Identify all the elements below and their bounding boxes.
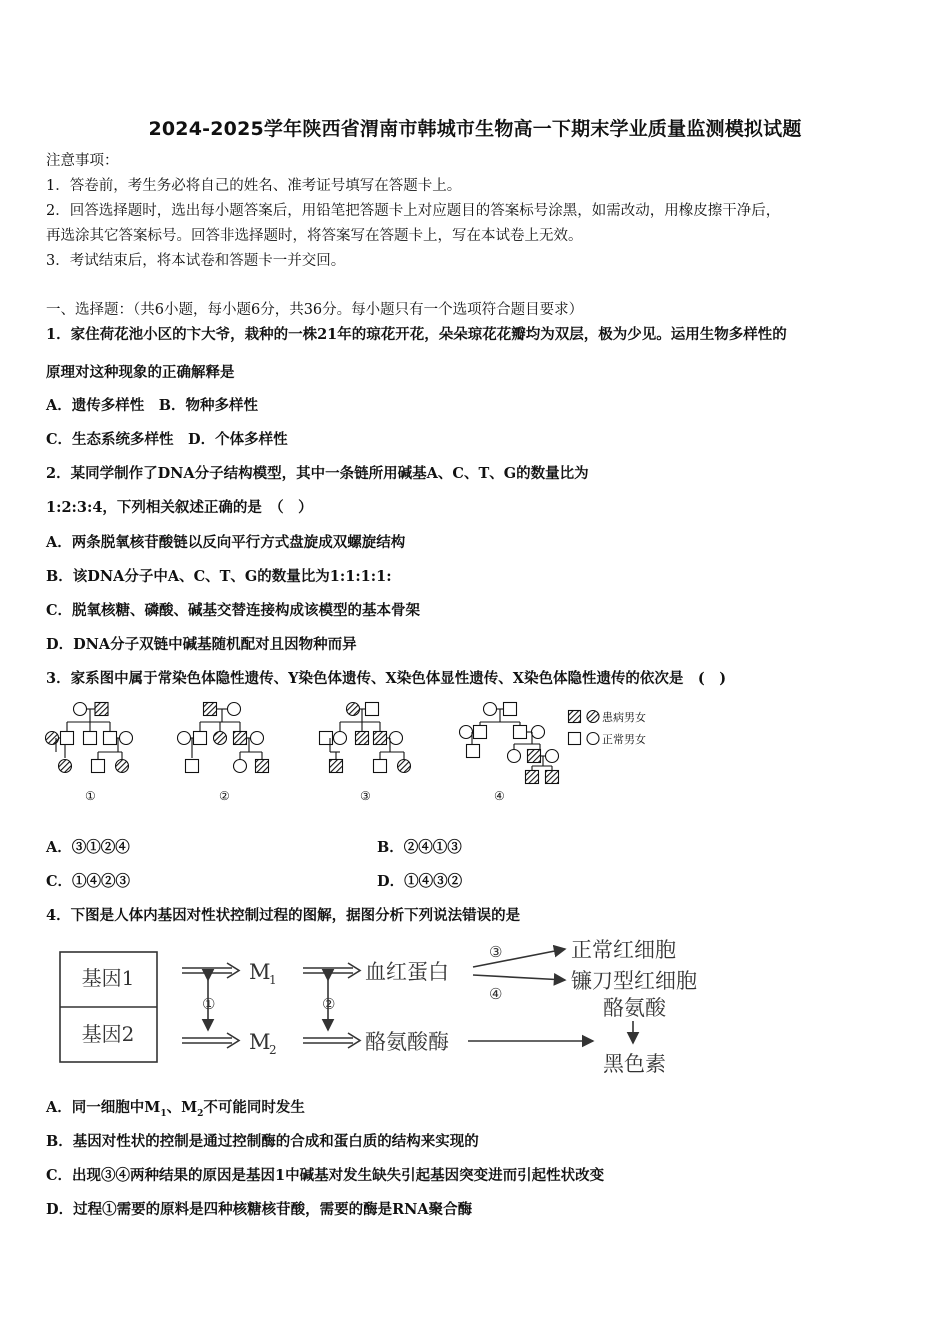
diagram-normal-rbc: 正常红细胞 (571, 938, 676, 962)
pedigree-2 (178, 703, 269, 773)
q3-option-a: A．③①②④ (46, 839, 130, 856)
diagram-step-2: ② (322, 995, 336, 1013)
legend-normal-label: 正常男女 (602, 733, 646, 746)
diagram-gene1: 基因1 (81, 966, 135, 990)
q2-option-c: C．脱氧核糖、磷酸、碱基交替连接构成该模型的基本骨架 (46, 602, 421, 619)
diagram-melanin: 黑色素 (603, 1052, 666, 1076)
q4-option-b: B．基因对性状的控制是通过控制酶的合成和蛋白质的结构来实现的 (46, 1133, 479, 1150)
section-heading: 一、选择题：（共6小题，每小题6分，共36分。每小题只有一个选项符合题目要求） (46, 302, 584, 318)
q3-option-b: B．②④①③ (377, 839, 462, 856)
notice-heading: 注意事项： (46, 153, 119, 169)
legend-affected-label: 患病男女 (602, 711, 646, 724)
q4-option-a-mid: 、M (166, 1099, 198, 1116)
q1-stem-cont: 原理对这种现象的正确解释是 (46, 364, 235, 381)
diagram-sickle-rbc: 镰刀型红细胞 (571, 969, 697, 993)
q4-option-c: C．出现③④两种结果的原因是基因1中碱基对发生缺失引起基因突变进而引起性状改变 (46, 1167, 605, 1184)
diagram-step-3: ③ (489, 943, 503, 961)
pedigree-1 (46, 703, 133, 773)
notice-item-2-cont: 再选涂其它答案标号。回答非选择题时，将答案写在答题卡上，写在本试卷上无效。 (46, 228, 583, 244)
q3-stem: 3．家系图中属于常染色体隐性遗传、Y染色体遗传、X染色体显性遗传、X染色体隐性遗传的依次是 ( ) (46, 670, 727, 687)
q3-option-d: D．①④③② (377, 873, 463, 890)
q4-option-a (46, 1098, 305, 1124)
diagram-tyrosine: 酪氨酸 (603, 996, 666, 1020)
q4-option-a-post: 不可能同时发生 (203, 1099, 305, 1116)
notice-item-3: 3．考试结束后，将本试卷和答题卡一并交回。 (46, 253, 346, 269)
pedigree-label-1: ① (85, 789, 96, 803)
diagram-m1-sub: 1 (269, 973, 277, 987)
q4-option-a-sub1: 1 (160, 1108, 167, 1119)
gene-control-diagram (55, 935, 735, 1085)
notice-item-1: 1．答卷前，考生务必将自己的姓名、准考证号填写在答题卡上。 (46, 178, 462, 194)
pedigree-charts (40, 700, 680, 810)
diagram-step-4: ④ (489, 985, 503, 1003)
pedigree-label-2: ② (219, 789, 230, 803)
q2-option-d: D．DNA分子双链中碱基随机配对且因物种而异 (46, 636, 357, 653)
q4-stem: 4．下图是人体内基因对性状控制过程的图解，据图分析下列说法错误的是 (46, 907, 521, 924)
diagram-m2: M (249, 1030, 271, 1054)
pedigree-4 (460, 703, 559, 784)
q1-options-ab: A．遗传多样性 B．物种多样性 (46, 397, 259, 414)
q2-option-a: A．两条脱氧核苷酸链以反向平行方式盘旋成双螺旋结构 (46, 534, 406, 551)
pedigree-label-3: ③ (360, 789, 371, 803)
diagram-m1: M (249, 960, 271, 984)
pedigree-3 (320, 703, 411, 773)
diagram-m2-sub: 2 (269, 1043, 277, 1057)
q1-stem: 1．家住荷花池小区的卞大爷，栽种的一株21年的琼花开花，朵朵琼花花瓣均为双层，极为少见。运用生物多样性的 (46, 326, 787, 343)
q4-option-a-pre: A．同一细胞中M (46, 1099, 161, 1116)
q2-stem: 2．某同学制作了DNA分子结构模型，其中一条链所用碱基A、C、T、G的数量比为 (46, 465, 589, 482)
diagram-step-1: ① (202, 995, 216, 1013)
q4-option-d: D．过程①需要的原料是四种核糖核苷酸，需要的酶是RNA聚合酶 (46, 1201, 473, 1218)
q1-options-cd: C．生态系统多样性 D．个体多样性 (46, 431, 288, 448)
notice-item-2: 2．回答选择题时，选出每小题答案后，用铅笔把答题卡上对应题目的答案标号涂黑，如需改动，用橡皮擦干净后， (46, 203, 781, 219)
pedigree-label-4: ④ (494, 789, 505, 803)
q4-option-a-sub2: 2 (197, 1108, 204, 1119)
q3-option-c: C．①④②③ (46, 873, 131, 890)
page-title: 2024-2025学年陕西省渭南市韩城市生物高一下期末学业质量监测模拟试题 (148, 118, 802, 140)
pedigree-legend (569, 711, 600, 745)
diagram-hemoglobin: 血红蛋白 (365, 960, 449, 984)
diagram-enzyme: 酪氨酸酶 (365, 1030, 449, 1054)
diagram-gene2: 基因2 (81, 1022, 135, 1046)
q2-stem-cont: 1:2:3:4，下列相关叙述正确的是 （ ） (46, 499, 313, 516)
q2-option-b: B．该DNA分子中A、C、T、G的数量比为1:1:1:1: (46, 568, 392, 585)
